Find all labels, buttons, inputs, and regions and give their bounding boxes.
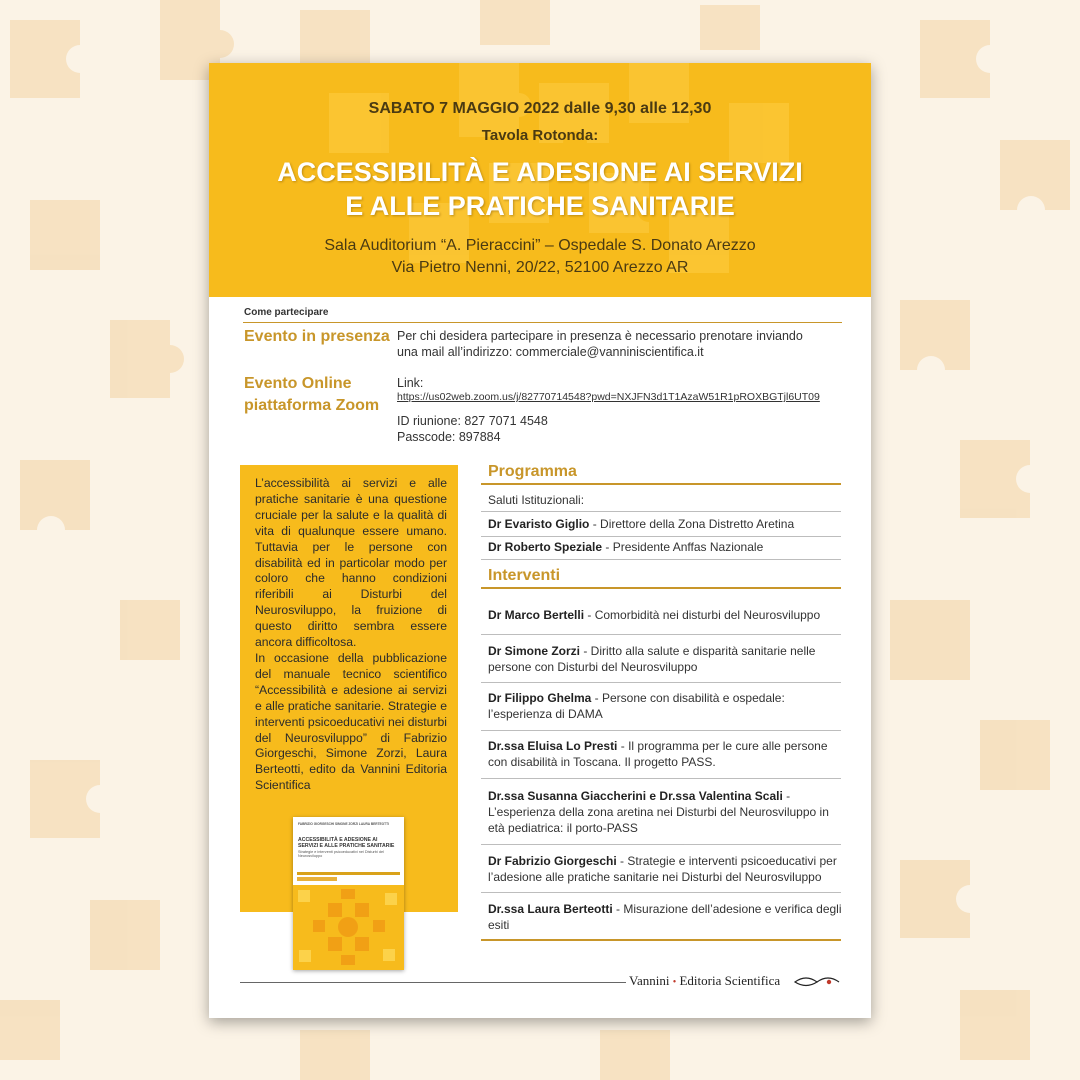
- intro-text: [255, 476, 447, 794]
- event-format: Tavola Rotonda:: [481, 127, 599, 144]
- talk-title: - Misurazione dell’adesione e verifica degli esiti: [488, 902, 842, 932]
- speaker-role: - Direttore della Zona Distretto Aretina: [589, 517, 795, 531]
- book-authors: FABRIZIO GIORGESCHI SIMONE ZORZI LAURA BERTEOTTI: [298, 822, 389, 826]
- intervento-4: [488, 738, 843, 770]
- row-divider: [481, 634, 841, 635]
- row-divider: [481, 844, 841, 845]
- intervento-3: [488, 690, 843, 722]
- presence-text-line-2: una mail all’indirizzo: commerciale@vanniniscientifica.it: [397, 345, 704, 359]
- row-divider: [481, 536, 841, 537]
- interventi-rule: [481, 587, 841, 589]
- participation-divider: [243, 322, 842, 323]
- meeting-passcode: Passcode: 897884: [397, 430, 501, 444]
- interventi-heading: Interventi: [488, 567, 561, 584]
- speaker-name: Dr Filippo Ghelma: [488, 691, 592, 705]
- brand-left: Vannini: [629, 973, 670, 988]
- intro-paragraph-1: L’accessibilità ai servizi e alle pratiche sanitarie è una questione cruciale per la salute e la qualità di vita di qualunque essere umano. Tuttavia per le persone con disabilità ed in particolar modo per coloro che hanno condizioni riferibili ai Disturbi del Neurosviluppo, la fruizione di questo diritto sembra essere ancora difficoltosa.: [255, 476, 447, 650]
- venue-line-2: Via Pietro Nenni, 20/22, 52100 Arezzo AR: [391, 259, 689, 276]
- book-title: ACCESSIBILITÀ E ADESIONE AI SERVIZI E ALLE PRATICHE SANITARIE: [298, 837, 395, 849]
- online-heading-line-1: Evento Online: [244, 375, 352, 392]
- book-cover-puzzle-art: [293, 885, 404, 970]
- row-divider: [481, 730, 841, 731]
- intervento-6: [488, 853, 843, 885]
- publisher-eye-logo: [792, 973, 842, 991]
- talk-title: - Diritto alla salute e disparità sanitarie nelle persone con Disturbi del Neurosviluppo: [488, 644, 816, 674]
- talk-title: - Persone con disabilità e ospedale: l’esperienza di DAMA: [488, 691, 785, 721]
- presence-text: [397, 328, 803, 360]
- talk-title: - L’esperienza della zona aretina nei Disturbi del Neurosviluppo in età pediatrica: il porto-PASS: [488, 789, 829, 835]
- intervento-2: [488, 643, 843, 675]
- event-date: SABATO 7 MAGGIO 2022 dalle 9,30 alle 12,30: [368, 100, 712, 117]
- talk-title: - Il programma per le cure alle persone con disabilità in Toscana. Il progetto PASS.: [488, 739, 828, 769]
- speaker-name: Dr.ssa Eluisa Lo Presti: [488, 739, 618, 753]
- programma-heading: Programma: [488, 463, 577, 480]
- book-cover-top: [293, 817, 404, 885]
- book-subtitle: Strategie e interventi psicoeducativi nei Disturbi del Neurosviluppo: [298, 850, 384, 859]
- programma-item-1: [488, 516, 843, 532]
- programma-item-2: [488, 539, 843, 555]
- book-series-bar: [297, 872, 400, 875]
- meeting-id: ID riunione: 827 7071 4548: [397, 414, 548, 428]
- speaker-name: Dr Simone Zorzi: [488, 644, 581, 658]
- talk-title: - Comorbidità nei disturbi del Neurosviluppo: [584, 608, 821, 622]
- event-poster: [209, 63, 871, 1018]
- footer-rule: [240, 982, 626, 983]
- intro-box: [240, 465, 458, 912]
- online-heading-line-2: piattaforma Zoom: [244, 397, 380, 414]
- brand-dot: •: [672, 977, 677, 988]
- poster-header: [209, 63, 871, 297]
- interventi-bottom-rule: [481, 939, 841, 941]
- row-divider: [481, 892, 841, 893]
- brand-right: Editoria Scientifica: [679, 973, 781, 988]
- presence-heading: Evento in presenza: [244, 328, 390, 345]
- event-title: [209, 155, 871, 223]
- row-divider: [481, 559, 841, 560]
- speaker-name: Dr Fabrizio Giorgeschi: [488, 854, 617, 868]
- row-divider: [481, 511, 841, 512]
- online-link-label: Link:: [397, 376, 424, 390]
- book-cover: [293, 817, 404, 970]
- venue-line-1: Sala Auditorium “A. Pieraccini” – Ospedale S. Donato Arezzo: [324, 237, 756, 254]
- intervento-5: [488, 788, 843, 836]
- programma-greeting: Saluti Istituzionali:: [488, 493, 585, 507]
- talk-title: - Strategie e interventi psicoeducativi per l’adesione alle pratiche sanitarie nei Disturbi del Neurosviluppo: [488, 854, 837, 884]
- row-divider: [481, 778, 841, 779]
- speaker-role: - Presidente Anffas Nazionale: [602, 540, 764, 554]
- online-heading: [244, 373, 379, 417]
- participation-label: Come partecipare: [244, 307, 329, 318]
- presence-text-line-1: Per chi desidera partecipare in presenza è necessario prenotare inviando: [397, 329, 803, 343]
- speaker-name: Dr.ssa Susanna Giaccherini e Dr.ssa Valentina Scali: [488, 789, 783, 803]
- event-title-line-2: E ALLE PRATICHE SANITARIE: [345, 191, 735, 221]
- zoom-link[interactable]: https://us02web.zoom.us/j/82770714548?pwd=NXJFN3d1T1AzaW51R1pROXBGTjl6UT09: [397, 391, 820, 403]
- speaker-name: Dr Marco Bertelli: [488, 608, 585, 622]
- intervento-1: [488, 607, 843, 623]
- publisher-brand: [629, 973, 780, 989]
- row-divider: [481, 682, 841, 683]
- programma-rule: [481, 483, 841, 485]
- event-venue: [209, 235, 871, 279]
- online-credentials: [397, 413, 548, 445]
- speaker-name: Dr Evaristo Giglio: [488, 517, 590, 531]
- speaker-name: Dr Roberto Speziale: [488, 540, 603, 554]
- event-title-line-1: ACCESSIBILITÀ E ADESIONE AI SERVIZI: [277, 157, 803, 187]
- intro-paragraph-2: In occasione della pubblicazione del manuale tecnico scientifico “Accessibilità e adesione ai servizi e alle pratiche sanitarie. Strategie e interventi psicoeducativi nei disturbi del Neurosviluppo” di Fabrizio Giorgeschi, Simone Zorzi, Laura Berteotti, edito da Vannini Editoria Scientifica: [255, 650, 447, 793]
- speaker-name: Dr.ssa Laura Berteotti: [488, 902, 613, 916]
- book-series-tag: [297, 877, 337, 881]
- intervento-7: [488, 901, 843, 933]
